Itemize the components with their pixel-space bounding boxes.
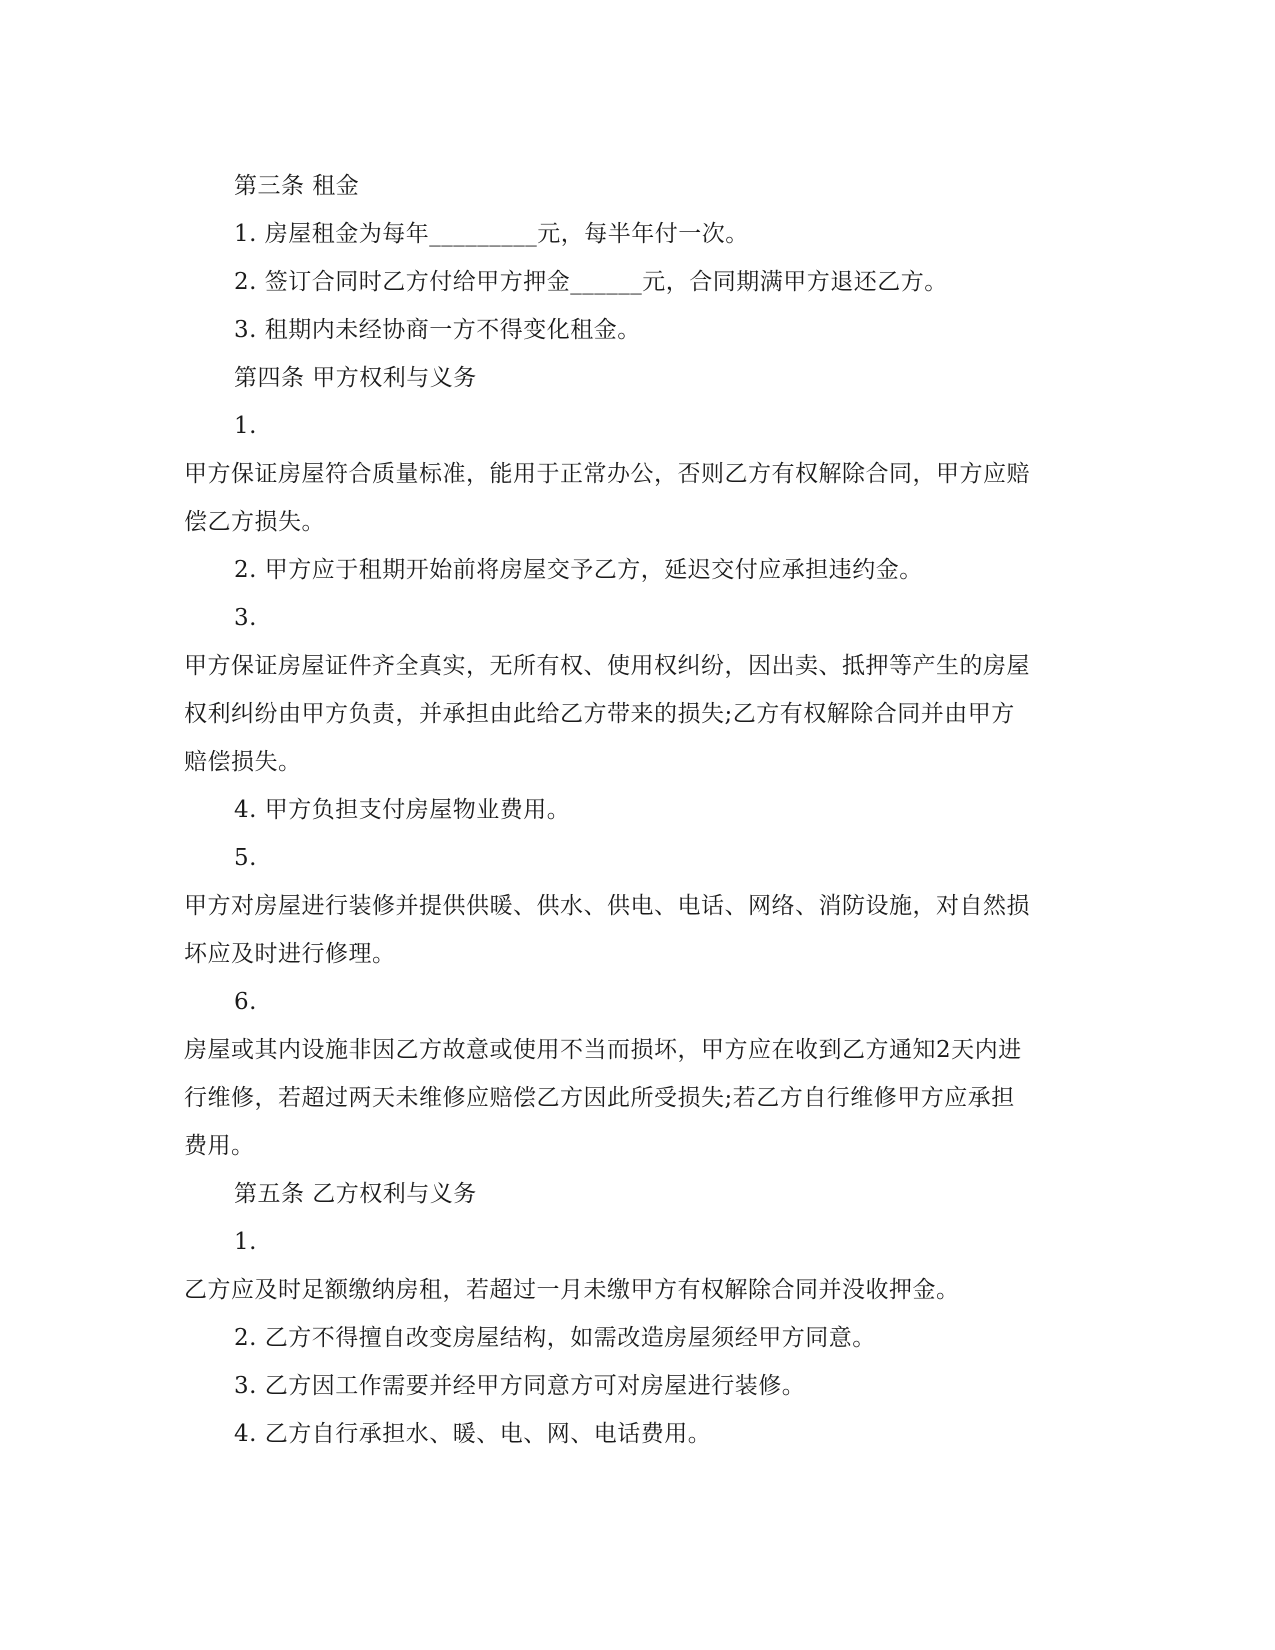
- article-4-item-5-text-cont: 坏应及时进行修理。: [184, 941, 396, 967]
- article-3-item-2: 2. 签订合同时乙方付给甲方押金______元，合同期满甲方退还乙方。: [234, 269, 948, 295]
- article-4-item-2: 2. 甲方应于租期开始前将房屋交予乙方，延迟交付应承担违约金。: [234, 557, 923, 583]
- article-4-item-6-text: 房屋或其内设施非因乙方故意或使用不当而损坏，甲方应在收到乙方通知2天内进: [184, 1037, 1022, 1063]
- article-4-item-1-number: 1.: [234, 413, 257, 439]
- contract-body: [184, 162, 1084, 1458]
- article-4-item-3-number: 3.: [234, 605, 257, 631]
- article-4-item-5-number: 5.: [234, 845, 257, 871]
- article-5-item-2: 2. 乙方不得擅自改变房屋结构，如需改造房屋须经甲方同意。: [234, 1325, 876, 1351]
- article-3-item-3: 3. 租期内未经协商一方不得变化租金。: [234, 317, 641, 343]
- article-3-heading: 第三条 租金: [234, 173, 360, 199]
- article-4-item-6-number: 6.: [234, 989, 257, 1015]
- article-4-item-1-text: 甲方保证房屋符合质量标准，能用于正常办公，否则乙方有权解除合同，甲方应赔: [184, 461, 1030, 487]
- article-3-item-1: 1. 房屋租金为每年_________元，每半年付一次。: [234, 221, 749, 247]
- article-5-heading: 第五条 乙方权利与义务: [234, 1181, 477, 1207]
- article-4-item-3-text-cont: 权利纠纷由甲方负责，并承担由此给乙方带来的损失;乙方有权解除合同并由甲方: [184, 701, 1015, 727]
- article-5-item-1-text: 乙方应及时足额缴纳房租，若超过一月未缴甲方有权解除合同并没收押金。: [184, 1277, 960, 1303]
- article-4-item-3-text: 甲方保证房屋证件齐全真实，无所有权、使用权纠纷，因出卖、抵押等产生的房屋: [184, 653, 1030, 679]
- article-5-item-1-number: 1.: [234, 1229, 257, 1255]
- article-4-item-6-text-end: 费用。: [184, 1133, 255, 1159]
- article-4-item-6-text-cont: 行维修，若超过两天未维修应赔偿乙方因此所受损失;若乙方自行维修甲方应承担: [184, 1085, 1015, 1111]
- article-4-item-4: 4. 甲方负担支付房屋物业费用。: [234, 797, 571, 823]
- article-5-item-4: 4. 乙方自行承担水、暖、电、网、电话费用。: [234, 1421, 712, 1447]
- article-4-item-3-text-end: 赔偿损失。: [184, 749, 302, 775]
- article-4-heading: 第四条 甲方权利与义务: [234, 365, 477, 391]
- article-4-item-1-text-cont: 偿乙方损失。: [184, 509, 325, 535]
- article-4-item-5-text: 甲方对房屋进行装修并提供供暖、供水、供电、电话、网络、消防设施，对自然损: [184, 893, 1030, 919]
- article-5-item-3: 3. 乙方因工作需要并经甲方同意方可对房屋进行装修。: [234, 1373, 806, 1399]
